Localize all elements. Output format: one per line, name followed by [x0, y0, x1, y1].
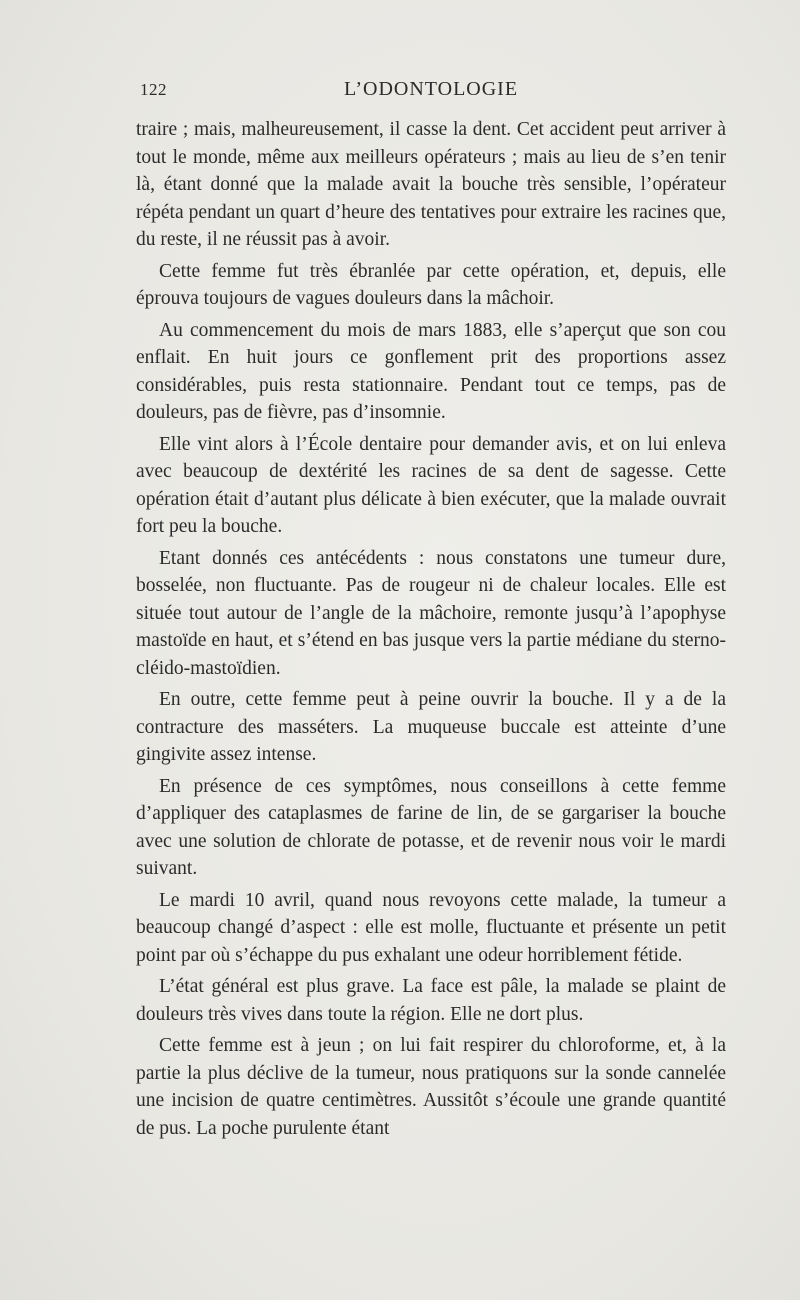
paragraph: Elle vint alors à l’École dentaire pour demander avis, et on lui enleva avec beaucoup de dextérité les racines de sa dent de sagesse. Cette opération était d’autant plus délicate à bien exécuter, que la malade ouvrait fort peu la bouche.	[136, 433, 726, 537]
paragraph: L’état général est plus grave. La face est pâle, la malade se plaint de douleurs très vives dans toute la région. Elle ne dort plus.	[136, 976, 726, 1025]
body-text	[136, 116, 726, 1146]
paragraph: En présence de ces symptômes, nous conseillons à cette femme d’appliquer des cataplasmes de farine de lin, de se gargariser la bouche avec une solution de chlorate de potasse, et de revenir nous voir le mardi suivant.	[136, 775, 726, 879]
page-number: 122	[140, 80, 167, 99]
paragraph: En outre, cette femme peut à peine ouvrir la bouche. Il y a de la contracture des masséters. La muqueuse buccale est atteinte d’une gingivite assez intense.	[136, 689, 726, 765]
paragraph: traire ; mais, malheureusement, il casse la dent. Cet accident peut arriver à tout le monde, même aux meilleurs opérateurs ; mais au lieu de s’en tenir là, étant donné que la malade avait la bouche très sensible, l’opérateur répéta pendant un quart d’heure des tentatives pour extraire les racines que, du reste, il ne réussit pas à avoir.	[136, 119, 726, 250]
paragraph: Le mardi 10 avril, quand nous revoyons cette malade, la tumeur a beaucoup changé d’aspect : elle est molle, fluctuante et présente un petit point par où s’échappe du pus exhalant une odeur horriblement fétide.	[136, 889, 726, 966]
paragraph: Au commencement du mois de mars 1883, elle s’aperçut que son cou enflait. En huit jours ce gonflement prit des proportions assez considérables, puis resta stationnaire. Pendant tout ce temps, pas de douleurs, pas de fièvre, pas d’insomnie.	[136, 319, 726, 423]
paragraph: Cette femme est à jeun ; on lui fait respirer du chloroforme, et, à la partie la plus déclive de la tumeur, nous pratiquons sur la sonde cannelée une incision de quatre centimètres. Aussitôt s’écoule une grande quantité de pus. La poche purulente étant	[136, 1035, 726, 1139]
page-header	[136, 78, 726, 104]
running-title: L’ODONTOLOGIE	[343, 78, 519, 100]
paragraph: Etant donnés ces antécédents : nous constatons une tumeur dure, bosselée, non fluctuante. Pas de rougeur ni de chaleur locales. Elle est située tout autour de l’angle de la mâchoire, remonte jusqu’à l’apophyse mastoïde en haut, et s’étend en bas jusque vers la partie médiane du sterno-cléido-mastoïdien.	[136, 547, 726, 679]
paragraph: Cette femme fut très ébranlée par cette opération, et, depuis, elle éprouva toujours de vagues douleurs dans la mâchoir.	[136, 260, 726, 309]
